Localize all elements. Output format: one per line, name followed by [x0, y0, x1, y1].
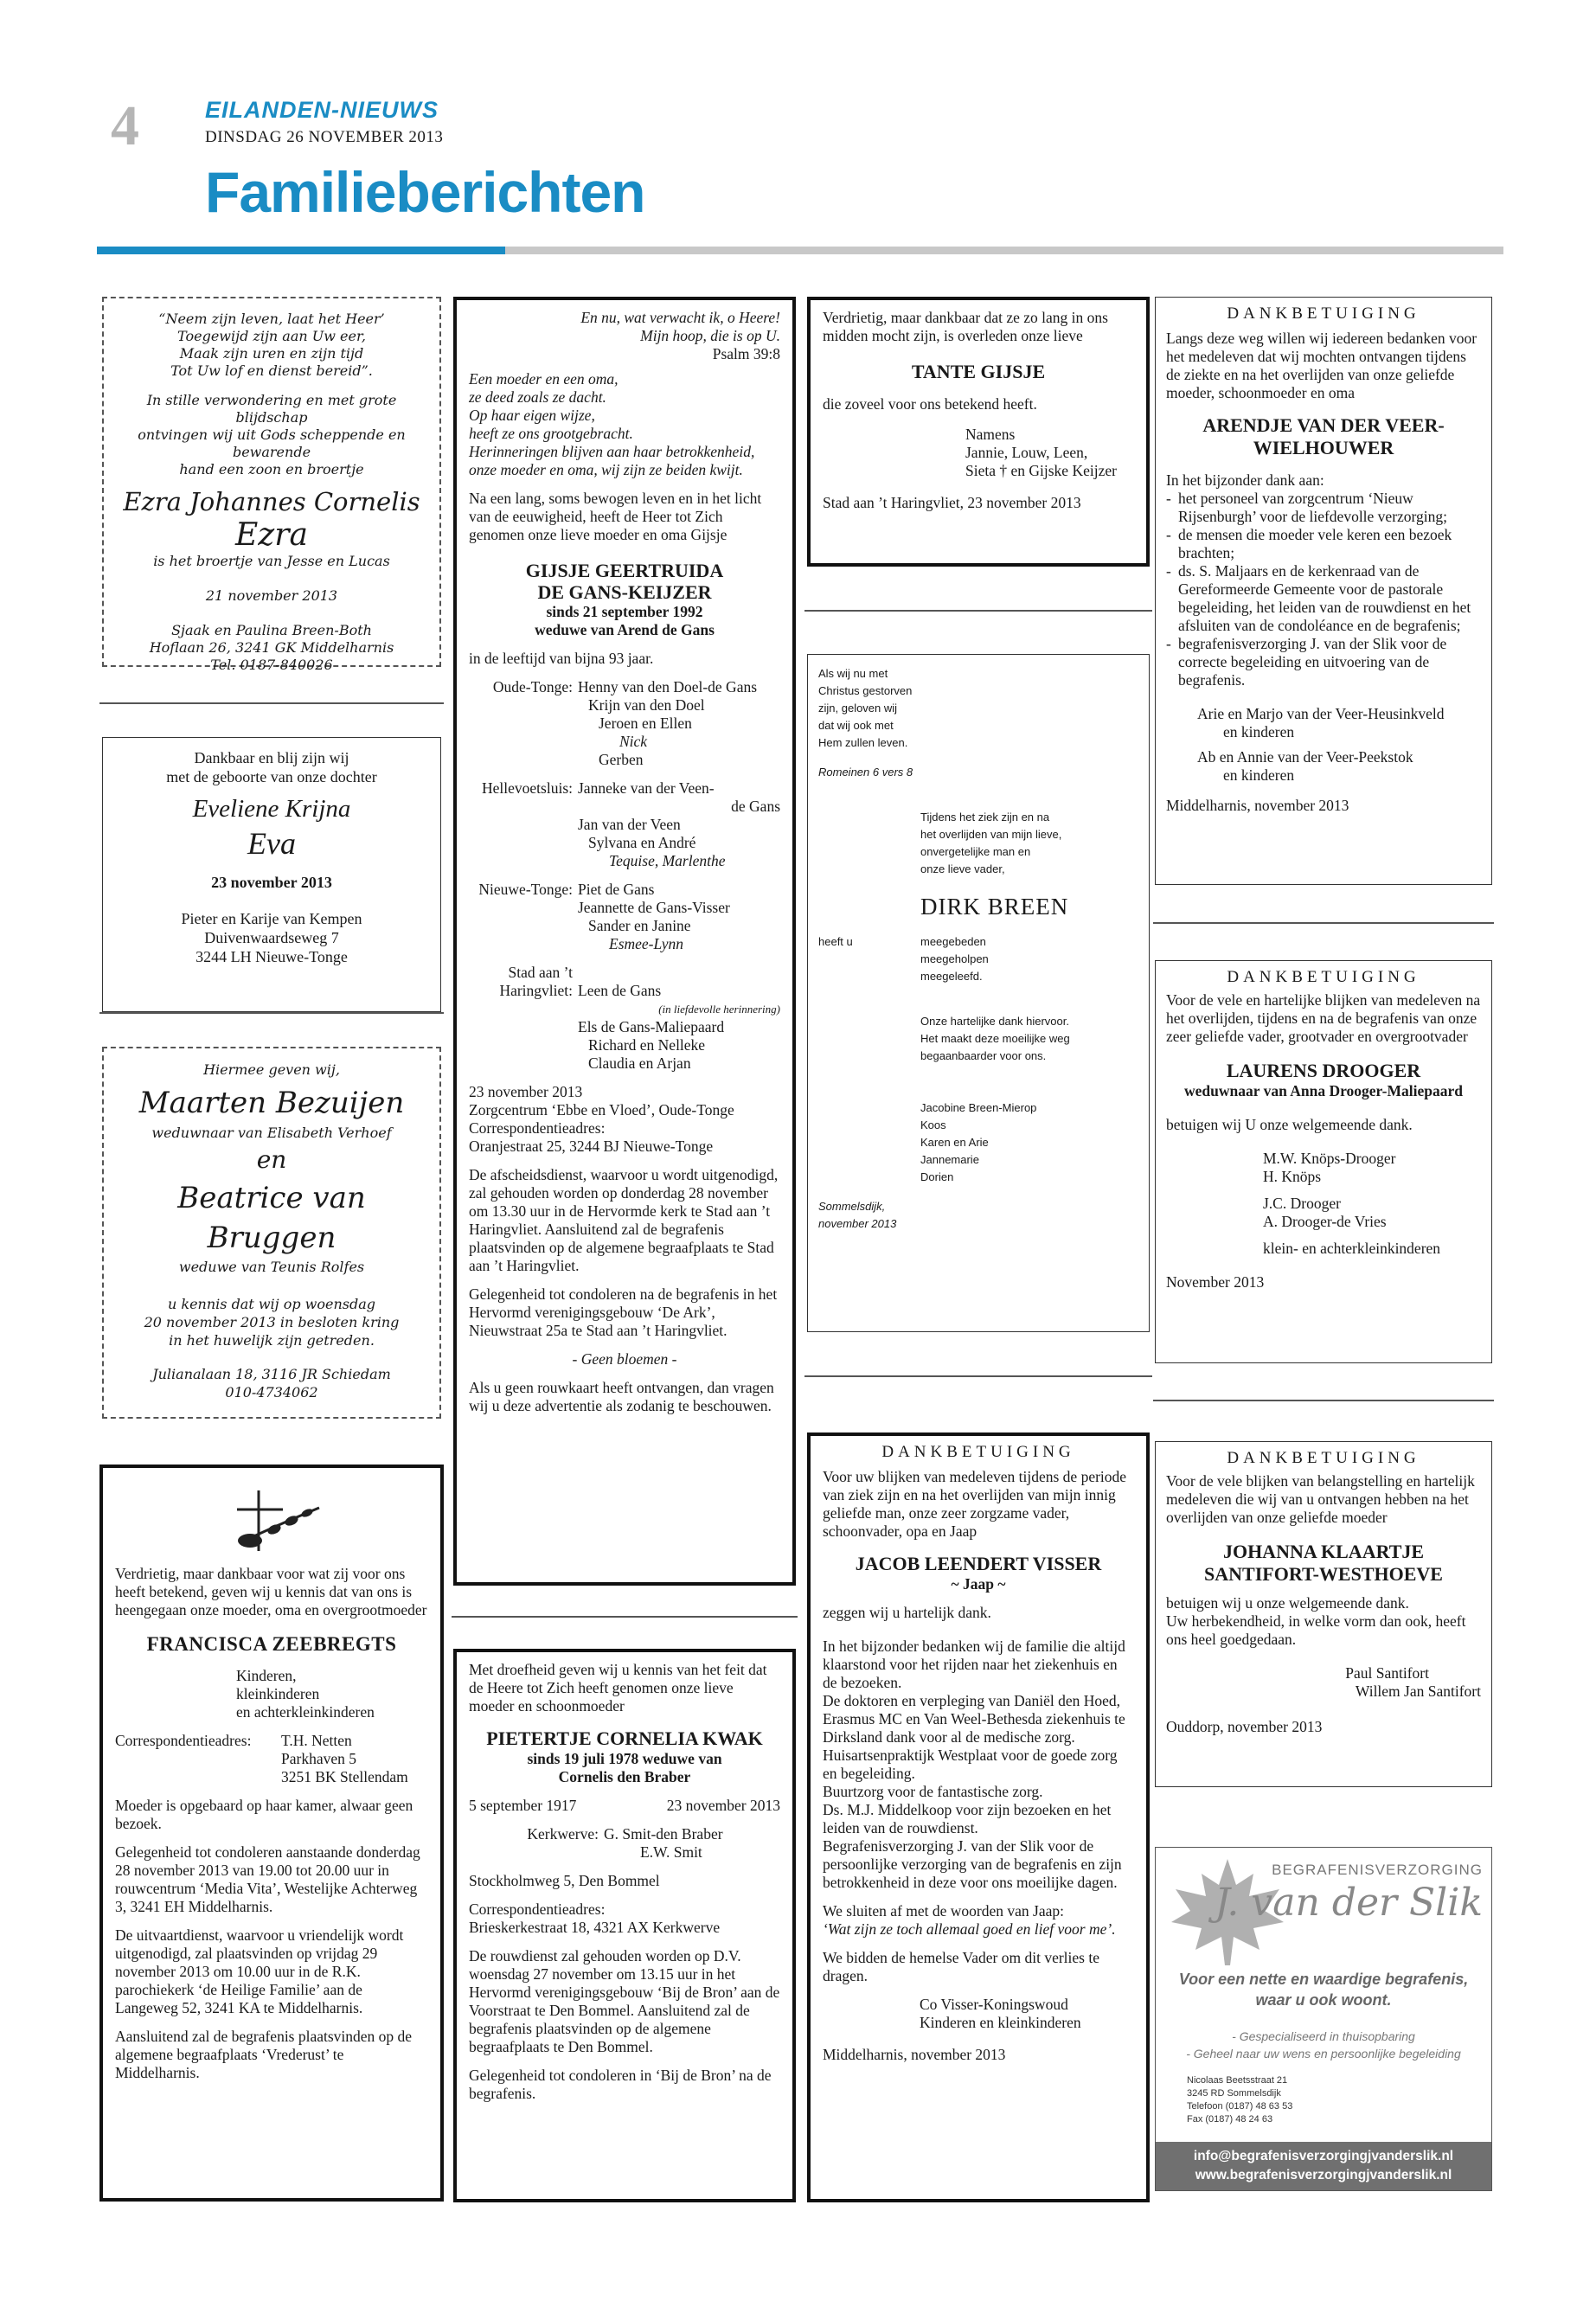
family-line: Els de Gans-Maliepaard [578, 1018, 725, 1035]
paragraph: Huisartsenpraktijk Westplaat voor de goede zorg en begeleiding. [823, 1747, 1118, 1782]
full-name: Eveliene Krijna [192, 795, 351, 823]
poem-line: Een moeder en een oma, [469, 370, 619, 388]
and-word: en [256, 1145, 287, 1174]
thanks-santifort [1155, 1441, 1492, 1787]
signature-line: en kinderen [1223, 766, 1295, 784]
thanks-item: het personeel van zorgcentrum ‘Nieuw Rijsenburgh’ voor de liefdevolle verzorging; [1178, 490, 1448, 525]
intro-text: Na een lang, soms bewogen leven en in het licht van de eeuwigheid, heeft de Heer tot Zich genomen onze lieve moeder en oma Gijsje [469, 490, 762, 543]
ad-brand-name: J. van der Slik [1215, 1881, 1483, 1925]
text-line: onvergetelijke man en [920, 845, 1031, 858]
paragraph: Moeder is opgebaard op haar kamer, alwaar geen bezoek. [115, 1797, 413, 1832]
poem-line: heeft ze ons grootgebracht. [469, 425, 633, 442]
intro-text: Verdrietig, maar dankbaar voor wat zij voor ons heeft betekend, geven wij u kennis dat van ons is heengegaan onze moeder, oma en overgrootmoeder [115, 1565, 427, 1618]
signature-line: Co Visser-Koningswoud [920, 1996, 1068, 2013]
paragraph: Aansluitend zal de begrafenis plaatsvinden op de algemene begraafplaats ‘Vrederust’ te Middelharnis. [115, 2028, 413, 2081]
death-date: 23 november 2013 [666, 1797, 780, 1814]
call-name: Ezra [235, 517, 308, 553]
family-line: Richard en Nelleke [588, 1036, 706, 1054]
intro-line: hand een zoon en broertje [179, 461, 364, 478]
deceased-name: SANTIFORT-WESTHOEVE [1204, 1563, 1443, 1585]
paragraph: Gelegenheid tot condoleren in ‘Bij de Bron’ na de begrafenis. [469, 2067, 772, 2102]
text-line: begaanbaarder voor ons. [920, 1049, 1047, 1062]
parents: Pieter en Karije van Kempen [181, 910, 362, 927]
divider [99, 1012, 444, 1014]
family-line: G. Smit-den Braber [604, 1825, 723, 1843]
text-line: meegeleefd. [920, 970, 983, 983]
ad-slogan [1156, 1969, 1491, 2010]
family-line: Jan van der Veen [578, 816, 681, 833]
page-number: 4 [111, 94, 139, 157]
phone: 010-4734062 [225, 1384, 318, 1400]
thanks-arendje-van-der-veer [1155, 297, 1492, 885]
verse-line: Mijn hoop, die is op U. [640, 327, 780, 344]
divider [99, 702, 444, 704]
header-rule-accent [97, 247, 505, 254]
deceased-name: DE GANS-KEIJZER [537, 581, 712, 603]
signature-line: Karen en Arie [920, 1136, 989, 1149]
correspondence-label: Correspondentieadres: [469, 1900, 606, 1918]
deceased-name: DIRK BREEN [920, 894, 1069, 920]
signature-line: Arie en Marjo van der Veer-Heusinkveld [1197, 705, 1445, 722]
widower-line: weduwnaar van Anna Drooger-Maliepaard [1184, 1082, 1463, 1099]
place-label: Oude-Tonge: [492, 678, 573, 695]
since-line: sinds 21 september 1992 [546, 603, 703, 620]
signature-line: Willem Jan Santifort [1355, 1682, 1481, 1700]
verse-line: zijn, geloven wij [818, 702, 898, 715]
poem-line: ze deed zoals ze dacht. [469, 388, 606, 406]
birth-date: 21 november 2013 [205, 587, 338, 604]
bride-subtitle: weduwe van Teunis Rolfes [178, 1259, 365, 1275]
text-line: 20 november 2013 in besloten kring [144, 1314, 400, 1330]
date-line: november 2013 [818, 1217, 897, 1230]
thanks-item: de mensen die moeder vele keren een bezoek brachten; [1178, 526, 1452, 561]
thanks-line: Uw herbekendheid, in welke vorm dan ook, heeft ons heel goedgedaan. [1166, 1612, 1466, 1648]
verse-line: Maak zijn uren en zijn tijd [179, 345, 364, 362]
family-line: Piet de Gans [578, 881, 655, 898]
paragraph: Als u geen rouwkaart heeft ontvangen, dan vragen wij u deze advertentie als zodanig te beschouwen. [469, 1379, 774, 1414]
text-line: onze lieve vader, [920, 862, 1005, 875]
family-line: Leen de Gans [578, 982, 662, 999]
correspondence-line: Parkhaven 5 [281, 1750, 356, 1767]
divider [1153, 1400, 1494, 1401]
family-line: Nick [619, 733, 648, 750]
paragraph: Begrafenisverzorging J. van der Slik voor de persoonlijke verzorging van de begrafenis en zijn betrokkenheid in deze voor ons moeilijke dagen. [823, 1837, 1122, 1891]
death-date: 23 november 2013 [469, 1083, 583, 1100]
poem-line: Op haar eigen wijze, [469, 407, 595, 424]
text-line: die zoveel voor ons betekend heeft. [823, 395, 1037, 413]
ad-address [1187, 2074, 1292, 2126]
address: Stockholmweg 5, Den Bommel [469, 1872, 660, 1889]
intro-line: ontvingen wij uit Gods scheppende en bewarende [138, 426, 406, 460]
correspondence-line: 3251 BK Stellendam [281, 1768, 408, 1785]
signature-line: Dorien [920, 1170, 954, 1183]
paragraph: De afscheidsdienst, waarvoor u wordt uitgenodigd, zal gehouden worden op donderdag 28 november om 13.30 uur in de Hervormde kerk te Stad aan ’t Haringvliet. Aansluitend zal de begrafenis plaatsvinden op de algemene begraafplaats te Stad aan ’t Haringvliet. [469, 1166, 779, 1274]
paragraph: Buurtzorg voor de fantastische zorg. [823, 1783, 1043, 1800]
family-line: Janneke van der Veen- [578, 779, 715, 797]
psalm-reference: Psalm 39:8 [712, 345, 780, 362]
signature-line: Sieta † en Gijske Keijzer [965, 462, 1117, 479]
correspondence-label: Correspondentieadres: [115, 1732, 252, 1749]
thanks-line: zeggen wij u hartelijk dank. [823, 1604, 991, 1621]
deceased-name: LAURENS DROOGER [1226, 1060, 1421, 1081]
deceased-name: WIELHOUWER [1253, 437, 1394, 458]
birth-date: 5 september 1917 [469, 1797, 577, 1814]
family-line: de Gans [731, 798, 780, 815]
age-line: in de leeftijd van bijna 93 jaar. [469, 650, 654, 667]
cross-and-flower-icon [207, 1482, 337, 1560]
deceased-name: GIJSJE GEERTRUIDA [525, 560, 724, 581]
text-line: Onze hartelijke dank hiervoor. [920, 1015, 1069, 1028]
place-date: Stad aan ’t Haringvliet, 23 november 2013 [823, 494, 1081, 511]
paragraph: De uitvaartdienst, waarvoor u vriendelijk wordt uitgenodigd, zal plaatsvinden op vrijdag 29 november 2013 om 10.00 uur in de R.K. parochiekerk ‘de Heilige Familie’ aan de Langeweg 52, 3241 KA te Middelharnis. [115, 1926, 404, 2016]
groom-subtitle: weduwnaar van Elisabeth Verhoef [151, 1125, 392, 1141]
death-notice-zeebregts [99, 1465, 444, 2202]
family-line: Jeannette de Gans-Visser [578, 899, 730, 916]
verse-line: Christus gestorven [818, 684, 913, 697]
paragraph: Ds. M.J. Middelkoop voor zijn bezoeken en het leiden van de rouwdienst. [823, 1801, 1112, 1836]
ad-contact-bar [1156, 2142, 1491, 2190]
family-line: en achterkleinkinderen [236, 1703, 375, 1721]
intro-line: Hiermee geven wij, [203, 1061, 340, 1078]
place-label: Stad aan ’t [508, 964, 573, 981]
address-line: Nicolaas Beetsstraat 21 [1187, 2075, 1288, 2086]
thanks-item: begrafenisverzorging J. van der Slik voor de correcte begeleiding en uitvoering van de begrafenis. [1178, 635, 1447, 689]
parents: Sjaak en Paulina Breen-Both [171, 622, 372, 638]
paragraph: Gelegenheid tot condoleren na de begrafenis in het Hervormd verenigingsgebouw ‘De Ark’, Nieuwstraat 25a te Stad aan ’t Haringvliet. [469, 1285, 778, 1339]
sibling-line: is het broertje van Jesse en Lucas [153, 553, 390, 569]
intro-text: Voor uw blijken van medeleven tijdens de periode van ziek zijn en na het overlijden van mijn innig geliefde man, onze zeer zorgzame vader, schoonvader, opa en Jaap [823, 1468, 1127, 1540]
dankbetuiging-header: DANKBETUIGING [881, 1443, 1075, 1461]
paragraph: De doktoren en verpleging van Daniël den Hoed, Erasmus MC en Van Weel-Bethesda ziekenhuis te Dirksland dank voor al de medische zorg. [823, 1692, 1125, 1746]
family-line: kleinkinderen [236, 1685, 320, 1702]
family-line: Henny van den Doel-de Gans [578, 678, 758, 695]
verse-line: dat wij ook met [818, 719, 894, 732]
email-link[interactable]: info@begrafenisverzorgingjvanderslik.nl [1193, 2149, 1454, 2163]
verse-line: Toegewijd zijn aan Uw eer, [177, 328, 366, 344]
street: Duivenwaardseweg 7 [204, 929, 339, 946]
deceased-name: ARENDJE VAN DER VEER- [1202, 414, 1445, 436]
divider [804, 610, 1152, 612]
bullet-dash: - [1166, 562, 1171, 580]
signature-line: Ab en Annie van der Veer-Peekstok [1197, 748, 1413, 766]
signature-line: Namens [965, 426, 1016, 443]
signature-line: M.W. Knöps-Drooger [1263, 1150, 1396, 1167]
correspondence-line: T.H. Netten [281, 1732, 352, 1749]
address-line: 3245 RD Sommelsdijk [1187, 2088, 1281, 2099]
signature-line: J.C. Drooger [1263, 1195, 1341, 1212]
dankbetuiging-header: DANKBETUIGING [1227, 304, 1420, 323]
thanks-laurens-drooger [1155, 960, 1492, 1363]
divider [452, 1616, 798, 1618]
quote: ‘Wat zijn ze toch allemaal goed en lief voor me’. [823, 1920, 1116, 1938]
bullet-dash: - [1166, 490, 1171, 507]
deceased-name: TANTE GIJSJE [911, 361, 1046, 382]
signature-line: Jannemarie [920, 1153, 979, 1166]
family-line: E.W. Smit [640, 1843, 702, 1861]
family-line: Tequise, Marlenthe [609, 852, 726, 869]
widow-line: sinds 19 juli 1978 weduwe van [527, 1750, 722, 1767]
bride-name: Beatrice van Bruggen [177, 1181, 366, 1255]
family-line: Kinderen, [236, 1667, 297, 1684]
family-line: Gerben [599, 751, 644, 768]
signature-line: Jannie, Louw, Leen, [965, 444, 1088, 461]
thanks-dirk-breen [807, 654, 1150, 1332]
place-date: November 2013 [1166, 1273, 1265, 1291]
birth-announcement-ezra [102, 297, 441, 673]
signature-line: Koos [920, 1118, 946, 1131]
death-notice-kwak [453, 1649, 796, 2202]
signature-line: A. Drooger-de Vries [1263, 1213, 1387, 1230]
widow-line: weduwe van Arend de Gans [535, 621, 715, 638]
fax-line: Fax (0187) 48 24 63 [1187, 2114, 1273, 2125]
text-line: het overlijden van mijn lieve, [920, 828, 1062, 841]
place-label: Haringvliet: [499, 982, 573, 999]
service-line: - Geheel naar uw wens en persoonlijke begeleiding [1186, 2047, 1461, 2061]
deceased-name: FRANCISCA ZEEBREGTS [146, 1633, 397, 1655]
dankbetuiging-header: DANKBETUIGING [1227, 1449, 1420, 1467]
dankbetuiging-header: DANKBETUIGING [1227, 968, 1420, 986]
family-line: Sylvana en André [588, 834, 696, 851]
family-line: Jeroen en Ellen [599, 715, 692, 732]
verse-line: Hem zullen leven. [818, 736, 908, 749]
signature-line: en kinderen [1223, 723, 1295, 740]
issue-date: DINSDAG 26 NOVEMBER 2013 [205, 128, 444, 146]
text-line: Tijdens het ziek zijn en na [920, 811, 1050, 824]
verse-line: “Neem zijn leven, laat het Heer’ [158, 311, 385, 327]
correspondence-address: Brieskerkestraat 18, 4321 AX Kerkwerve [469, 1919, 721, 1936]
slogan-line: Voor een nette en waardige begrafenis, [1178, 1971, 1469, 1988]
verse-line: En nu, wat verwacht ik, o Heere! [580, 309, 780, 326]
family-line: Krijn van den Doel [588, 696, 705, 714]
intro-line: met de geboorte van onze dochter [166, 768, 377, 785]
widow-line: Cornelis den Braber [558, 1768, 691, 1785]
place-label: Kerkwerve: [527, 1825, 599, 1843]
divider [804, 1375, 1152, 1377]
place-date: Middelharnis, november 2013 [823, 2046, 1006, 2063]
website-link[interactable]: www.begrafenisverzorgingjvanderslik.nl [1195, 2168, 1452, 2182]
place-date: Middelharnis, november 2013 [1166, 797, 1349, 814]
nickname: ~ Jaap ~ [951, 1575, 1006, 1593]
intro-line: In stille verwondering en met grote blijdschap [146, 392, 397, 426]
place-line: Sommelsdijk, [818, 1200, 886, 1213]
care-home: Zorgcentrum ‘Ebbe en Vloed’, Oude-Tonge [469, 1101, 734, 1118]
phone: Tel. 0187-840026 [210, 657, 333, 673]
intro-text: Voor de vele en hartelijke blijken van medeleven na het overlijden, tijdens en na de begrafenis van onze zeer geliefde vader, grootvader en overgrootvader [1166, 991, 1481, 1045]
intro-text: Langs deze weg willen wij iedereen bedanken voor het medeleven dat wij mochten ontvangen tijdens de ziekte en na het overlijden van onze geliefde moeder, schoonmoeder en oma [1166, 330, 1477, 401]
wedding-announcement [102, 1047, 441, 1419]
signature-line: Kinderen en kleinkinderen [920, 2014, 1081, 2031]
text-line: Het maakt deze moeilijke weg [920, 1032, 1070, 1045]
deceased-name: JACOB LEENDERT VISSER [855, 1553, 1102, 1574]
groom-name: Maarten Bezuijen [138, 1086, 405, 1120]
thanks-item: ds. S. Maljaars en de kerkenraad van de Gereformeerde Gemeente voor de pastorale begeleiding, het leiden van de rouwdienst en het afsluiten van de condoléance en de begrafenis; [1178, 562, 1471, 634]
intro-line: Dankbaar en blij zijn wij [194, 749, 349, 766]
poem-line: onze moeder en oma, wij zijn ze beiden kwijt. [469, 461, 743, 478]
correspondence-address: Oranjestraat 25, 3244 BJ Nieuwe-Tonge [469, 1138, 714, 1155]
correspondence-label: Correspondentieadres: [469, 1119, 606, 1137]
section-title: Familieberichten [205, 160, 645, 224]
birth-date: 23 november 2013 [211, 874, 332, 891]
death-notice-tante-gijsje [807, 297, 1150, 567]
heeft-u-label: heeft u [818, 935, 853, 948]
death-notice-gijsje [453, 297, 796, 1586]
poem-line: Herinneringen blijven aan haar betrokkenheid, [469, 443, 755, 460]
phone-line: Telefoon (0187) 48 63 53 [1187, 2101, 1293, 2112]
text-line: meegebeden [920, 935, 986, 948]
ad-brand-top: BEGRAFENISVERZORGING [1272, 1862, 1483, 1878]
header-rule [505, 247, 1503, 254]
service-line: - Gespecialiseerd in thuisopbaring [1232, 2029, 1415, 2043]
family-line: Claudia en Arjan [588, 1054, 691, 1072]
address: Hoflaan 26, 3241 GK Middelharnis [149, 639, 394, 656]
signature-line: Paul Santifort [1345, 1664, 1429, 1682]
masthead-logo: EILANDEN-NIEUWS [205, 97, 439, 123]
birth-announcement-eva [102, 737, 441, 1012]
full-name: Ezra Johannes Cornelis [123, 487, 420, 516]
city: 3244 LH Nieuwe-Tonge [195, 948, 348, 965]
verse-reference: Romeinen 6 vers 8 [818, 766, 913, 779]
deceased-name: JOHANNA KLAARTJE [1222, 1541, 1425, 1562]
text-line: u kennis dat wij op woensdag [167, 1296, 376, 1312]
signature-line: H. Knöps [1263, 1168, 1322, 1185]
call-name: Eva [247, 826, 296, 861]
verse-line: Tot Uw lof en dienst bereid”. [170, 362, 373, 379]
family-line: Esmee-Lynn [609, 935, 683, 952]
ad-services [1156, 2028, 1491, 2062]
bullet-dash: - [1166, 635, 1171, 652]
signature-line: Jacobine Breen-Mierop [920, 1101, 1037, 1114]
paragraph: We bidden de hemelse Vader om dit verlies te dragen. [823, 1949, 1099, 1984]
place-label: Hellevoetsluis: [482, 779, 573, 797]
paragraph: Gelegenheid tot condoleren aanstaande donderdag 28 november 2013 van 19.00 tot 20.00 uur in rouwcentrum ‘Media Vita’, Westelijke Achterweg 3, 3241 EH Middelharnis. [115, 1843, 420, 1915]
place-label: Nieuwe-Tonge: [478, 881, 573, 898]
text-line: in het huwelijk zijn getreden. [169, 1332, 375, 1349]
paragraph: We sluiten af met de woorden van Jaap: [823, 1902, 1064, 1920]
intro-text: Voor de vele blijken van belangstelling en hartelijk medeleven die wij van u ontvangen hebben na het overlijden van onze geliefde moeder [1166, 1472, 1475, 1526]
divider [1153, 922, 1494, 924]
signature-line: klein- en achterkleinkinderen [1263, 1240, 1441, 1257]
place-date: Ouddorp, november 2013 [1166, 1718, 1323, 1735]
thanks-line: betuigen wij U onze welgemeende dank. [1166, 1116, 1413, 1133]
no-flowers-note: - Geen bloemen - [572, 1350, 677, 1368]
thanks-line: betuigen wij u onze welgemeende dank. [1166, 1594, 1409, 1612]
deceased-name: PIETERTJE CORNELIA KWAK [486, 1727, 763, 1749]
slogan-line: waar u ook woont. [1255, 1991, 1392, 2009]
thanks-jacob-visser [807, 1433, 1150, 2202]
funeral-services-advertisement [1155, 1847, 1492, 2191]
paragraph: De rouwdienst zal gehouden worden op D.V. woensdag 27 november om 13.15 uur in het Hervormd verenigingsgebouw ‘Bij de Bron’ aan de Voorstraat te Den Bommel. Aansluitend zal de begrafenis plaatsvinden op de algemene begraafplaats te Den Bommel. [469, 1947, 780, 2055]
address: Julianalaan 18, 3116 JR Schiedam [152, 1366, 391, 1382]
intro-text: Met droefheid geven wij u kennis van het feit dat de Heere tot Zich heeft genomen onze lieve moeder en schoonmoeder [469, 1661, 767, 1715]
text-line: meegeholpen [920, 952, 989, 965]
verse-line: Als wij nu met [818, 667, 888, 680]
special-thanks-label: In het bijzonder dank aan: [1166, 471, 1324, 489]
family-line: (in liefdevolle herinnering) [658, 1003, 780, 1016]
bullet-dash: - [1166, 526, 1171, 543]
paragraph: In het bijzonder bedanken wij de familie die altijd klaarstond voor het rijden naar het ziekenhuis en de bezoeken. [823, 1638, 1125, 1691]
family-line: Sander en Janine [588, 917, 691, 934]
intro-text: Verdrietig, maar dankbaar dat ze zo lang in ons midden mocht zijn, is overleden onze lieve [823, 309, 1108, 344]
